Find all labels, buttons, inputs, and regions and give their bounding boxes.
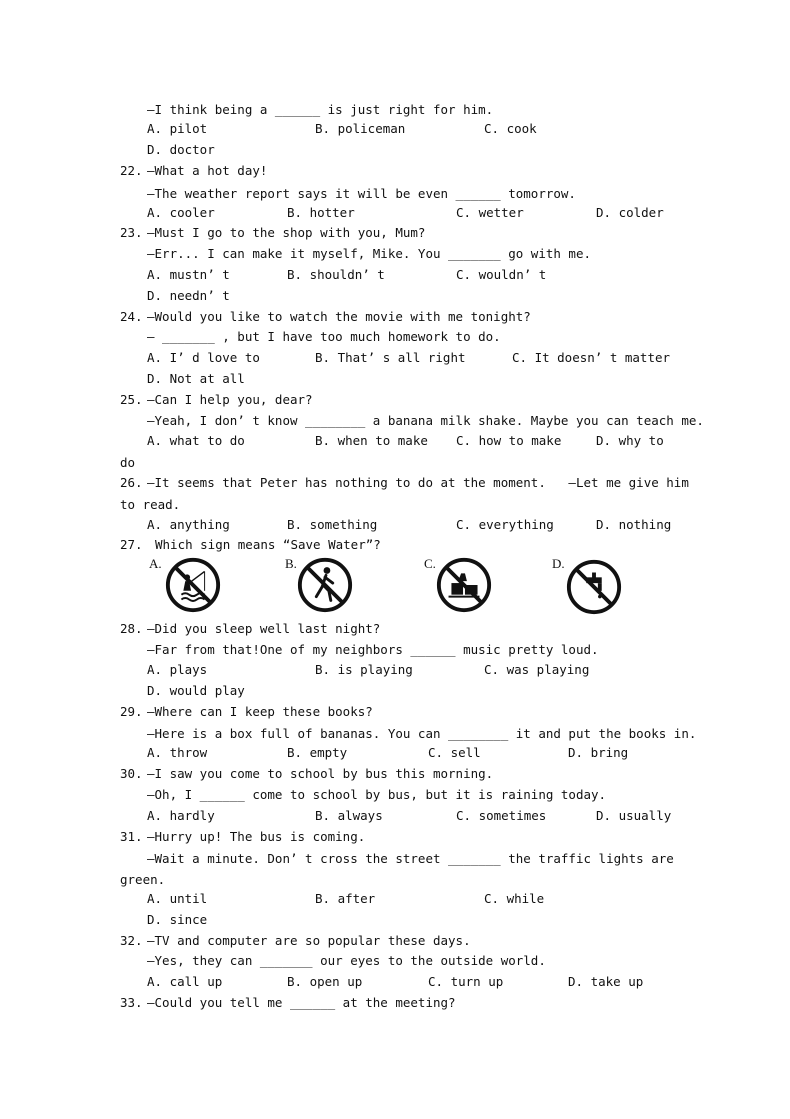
- q31-line2-continued: green.: [120, 872, 166, 887]
- q30-option-b[interactable]: B. always: [315, 808, 383, 823]
- q31-option-a[interactable]: A. until: [147, 891, 208, 906]
- q24-option-d[interactable]: D. Not at all: [147, 371, 245, 386]
- q22-option-a[interactable]: A. cooler: [147, 205, 215, 220]
- q32-line2: —Yes, they can _______ our eyes to the outside world.: [147, 953, 546, 968]
- q23-option-d[interactable]: D. needn’ t: [147, 288, 230, 303]
- q21-option-a[interactable]: A. pilot: [147, 121, 208, 136]
- q24-number: 24.: [120, 309, 143, 324]
- q28-option-a[interactable]: A. plays: [147, 662, 208, 677]
- q31-line1: —Hurry up! The bus is coming.: [147, 829, 366, 844]
- q31-line2: —Wait a minute. Don’ t cross the street _______ the traffic lights are: [147, 851, 674, 866]
- no-picnic-sign-icon[interactable]: [435, 556, 493, 614]
- q27-label-d: D.: [552, 556, 565, 571]
- q24-option-b[interactable]: B. That’ s all right: [315, 350, 466, 365]
- q24-line1: —Would you like to watch the movie with me tonight?: [147, 309, 531, 324]
- q24-option-a[interactable]: A. I’ d love to: [147, 350, 260, 365]
- q30-option-d[interactable]: D. usually: [596, 808, 672, 823]
- q21-option-b[interactable]: B. policeman: [315, 121, 406, 136]
- q32-option-d[interactable]: D. take up: [568, 974, 644, 989]
- q26-number: 26.: [120, 475, 143, 490]
- q22-line1: —What a hot day!: [147, 163, 268, 178]
- q22-option-d[interactable]: D. colder: [596, 205, 664, 220]
- q26-option-a[interactable]: A. anything: [147, 517, 230, 532]
- q32-option-c[interactable]: C. turn up: [428, 974, 504, 989]
- q27-label-a: A.: [149, 556, 162, 571]
- q27-number: 27.: [120, 537, 143, 552]
- q28-option-b[interactable]: B. is playing: [315, 662, 413, 677]
- q25-option-d-continued: do: [120, 455, 136, 470]
- q25-option-a[interactable]: A. what to do: [147, 433, 245, 448]
- q26-option-b[interactable]: B. something: [287, 517, 378, 532]
- q29-option-b[interactable]: B. empty: [287, 745, 348, 760]
- q24-line2: — _______ , but I have too much homework to do.: [147, 329, 501, 344]
- q32-line1: —TV and computer are so popular these days.: [147, 933, 471, 948]
- q27-label-b: B.: [285, 556, 297, 571]
- q22-option-c[interactable]: C. wetter: [456, 205, 524, 220]
- q30-option-c[interactable]: C. sometimes: [456, 808, 547, 823]
- q23-option-c[interactable]: C. wouldn’ t: [456, 267, 547, 282]
- q29-option-c[interactable]: C. sell: [428, 745, 481, 760]
- q22-option-b[interactable]: B. hotter: [287, 205, 355, 220]
- q30-option-a[interactable]: A. hardly: [147, 808, 215, 823]
- q31-number: 31.: [120, 829, 143, 844]
- q31-option-b[interactable]: B. after: [315, 891, 376, 906]
- q29-number: 29.: [120, 704, 143, 719]
- q23-line1: —Must I go to the shop with you, Mum?: [147, 225, 426, 240]
- q25-option-b[interactable]: B. when to make: [315, 433, 428, 448]
- q27-label-c: C.: [424, 556, 436, 571]
- q28-number: 28.: [120, 621, 143, 636]
- q23-option-b[interactable]: B. shouldn’ t: [287, 267, 385, 282]
- q28-line2: —Far from that!One of my neighbors ______ music pretty loud.: [147, 642, 599, 657]
- q32-option-b[interactable]: B. open up: [287, 974, 363, 989]
- q28-line1: —Did you sleep well last night?: [147, 621, 381, 636]
- q21-option-c[interactable]: C. cook: [484, 121, 537, 136]
- q25-number: 25.: [120, 392, 143, 407]
- q21-prompt: —I think being a ______ is just right for him.: [147, 102, 494, 117]
- q25-option-d[interactable]: D. why to: [596, 433, 664, 448]
- q33-line1: —Could you tell me ______ at the meeting?: [147, 995, 456, 1010]
- q24-option-c[interactable]: C. It doesn’ t matter: [512, 350, 671, 365]
- q29-line1: —Where can I keep these books?: [147, 704, 373, 719]
- q29-option-a[interactable]: A. throw: [147, 745, 208, 760]
- q26-line1-continued: to read.: [120, 497, 181, 512]
- q26-line1: —It seems that Peter has nothing to do at the moment. —Let me give him: [147, 475, 689, 490]
- q28-option-d[interactable]: D. would play: [147, 683, 245, 698]
- q25-line1: —Can I help you, dear?: [147, 392, 313, 407]
- q22-line2: —The weather report says it will be even ______ tomorrow.: [147, 186, 576, 201]
- q29-line2: —Here is a box full of bananas. You can ________ it and put the books in.: [147, 726, 697, 741]
- q32-number: 32.: [120, 933, 143, 948]
- q25-option-c[interactable]: C. how to make: [456, 433, 562, 448]
- q28-option-c[interactable]: C. was playing: [484, 662, 590, 677]
- q21-option-d[interactable]: D. doctor: [147, 142, 215, 157]
- q25-line2: —Yeah, I don’ t know ________ a banana milk shake. Maybe you can teach me.: [147, 413, 704, 428]
- water-tap-sign-icon[interactable]: [565, 558, 623, 616]
- q27-line1: Which sign means “Save Water”?: [155, 537, 381, 552]
- q30-line2: —Oh, I ______ come to school by bus, but it is raining today.: [147, 787, 607, 802]
- q29-option-d[interactable]: D. bring: [568, 745, 629, 760]
- q32-option-a[interactable]: A. call up: [147, 974, 223, 989]
- no-fishing-sign-icon[interactable]: [164, 556, 222, 614]
- q22-number: 22.: [120, 163, 143, 178]
- q26-option-c[interactable]: C. everything: [456, 517, 554, 532]
- q33-number: 33.: [120, 995, 143, 1010]
- q31-option-d[interactable]: D. since: [147, 912, 208, 927]
- q30-number: 30.: [120, 766, 143, 781]
- q31-option-c[interactable]: C. while: [484, 891, 545, 906]
- q23-line2: —Err... I can make it myself, Mike. You _______ go with me.: [147, 246, 592, 261]
- q23-option-a[interactable]: A. mustn’ t: [147, 267, 230, 282]
- q26-option-d[interactable]: D. nothing: [596, 517, 672, 532]
- q23-number: 23.: [120, 225, 143, 240]
- no-pedestrians-sign-icon[interactable]: [296, 556, 354, 614]
- q30-line1: —I saw you come to school by bus this morning.: [147, 766, 494, 781]
